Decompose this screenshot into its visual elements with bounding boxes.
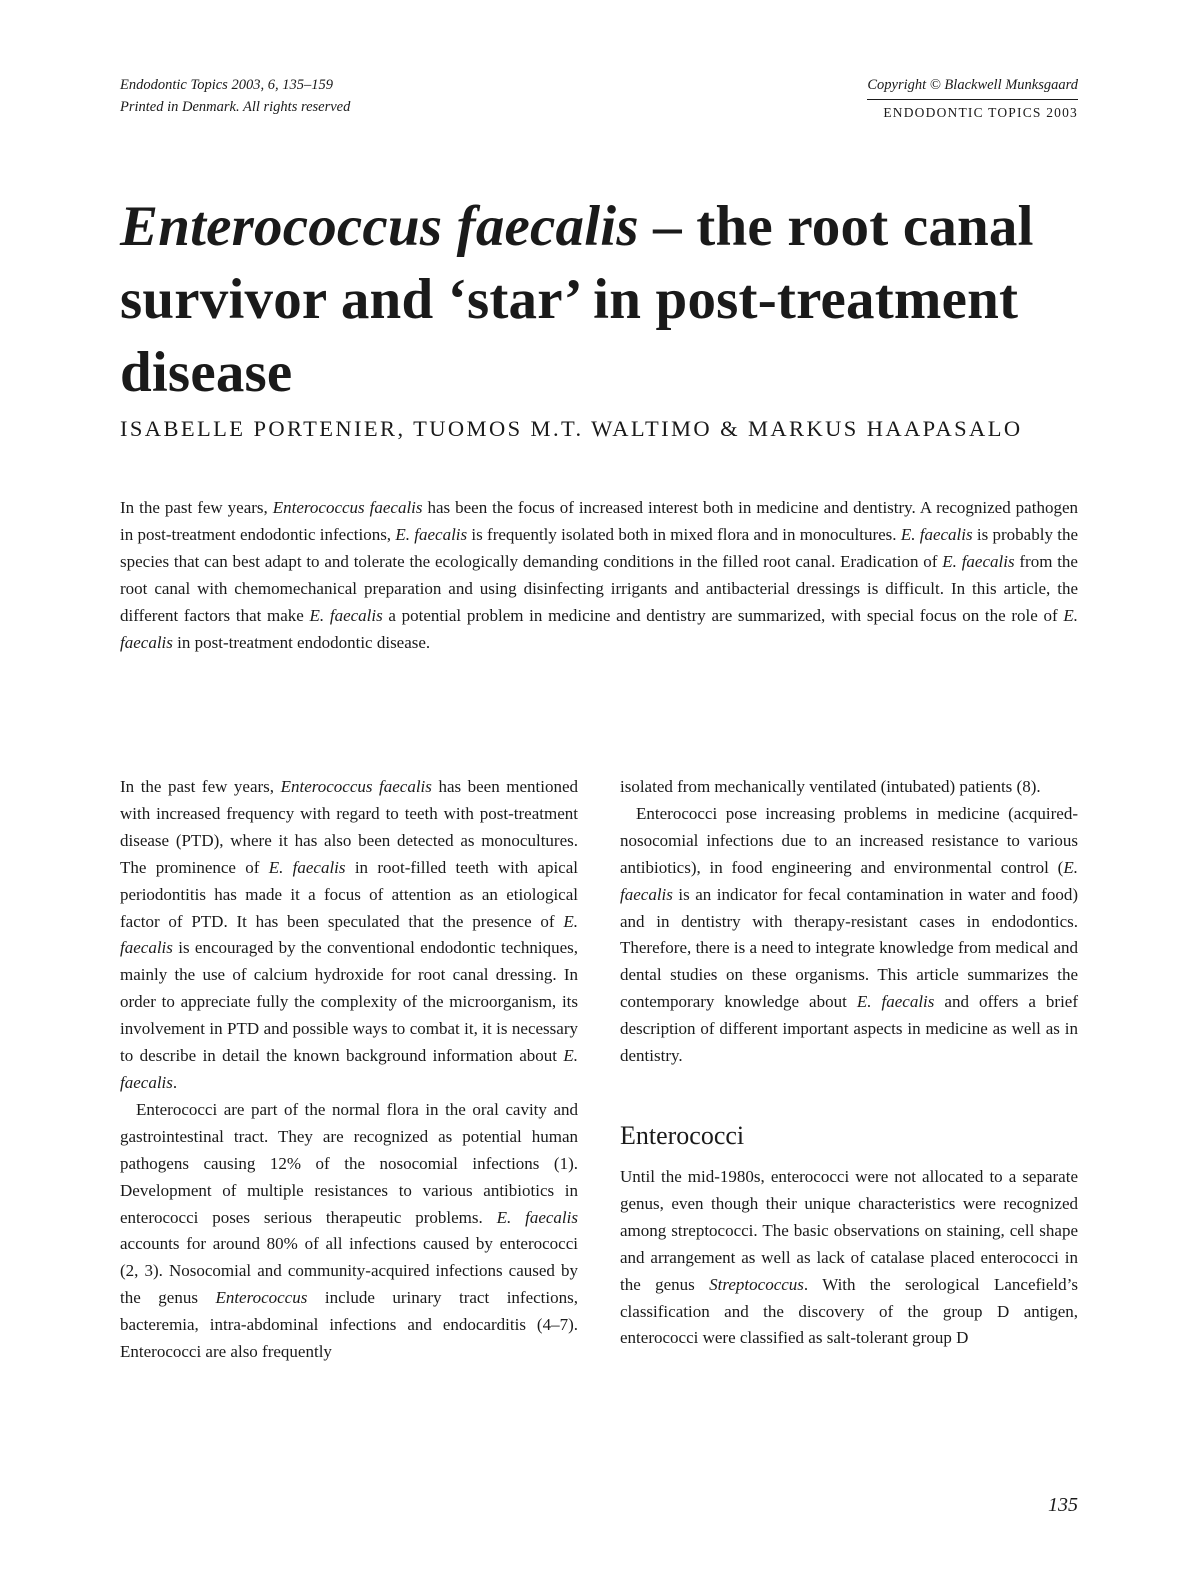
abstract-text: from the root canal with chemomechanical preparation and using disinfecting irrigants and antibacterial dressings is difficult. In this article, the different factors that make [120, 552, 1078, 625]
body-species: E. faecalis [120, 1046, 578, 1092]
body-text: Enterococci are part of the normal flora in the oral cavity and gastrointestinal tract. They are recognized as potential human pathogens causing 12% of the nosocomial infections (1). Development of multiple resistances to various antibiotics in enterococci poses serious therapeutic problems. [120, 1099, 578, 1227]
journal-copyright-block [867, 74, 1078, 124]
article-authors: ISABELLE PORTENIER, TUOMOS M.T. WALTIMO & MARKUS HAAPASALO [120, 416, 1023, 441]
body-species: E. faecalis [620, 857, 1078, 904]
body-text: Enterococci pose increasing problems in medicine (acquired-nosocomial infections due to an increased resistance to various antibiotics), in food engineering and environmental control ( [620, 803, 1078, 877]
body-species: E. faecalis [120, 911, 578, 958]
page-number: 135 [1048, 1494, 1078, 1516]
abstract-text: In the past few years, [120, 498, 273, 517]
body-text: and offers a brief description of different important aspects in medicine as well as in dentistry. [620, 992, 1079, 1066]
abstract-text: in post-treatment endodontic disease. [172, 633, 431, 652]
body-text: . With the serological Lancefield’s classification and the discovery of the group D antigen, enterococci were classified as salt-tolerant group D [620, 1274, 1078, 1348]
journal-print-line: Printed in Denmark. All rights reserved [120, 99, 351, 115]
body-species: Enterococcus faecalis [280, 777, 432, 796]
journal-citation [120, 74, 350, 118]
body-text: has been mentioned with increased frequency with regard to teeth with post-treatment disease (PTD), where it has also been detected as monocultures. The prominence of [120, 777, 579, 877]
body-text: . [172, 1072, 178, 1092]
body-text: include urinary tract infections, bacteremia, intra-abdominal infections and endocarditis (4–7). Enterococci are also frequently [120, 1288, 578, 1362]
body-text: is encouraged by the conventional endodontic techniques, mainly the use of calcium hydroxide for root canal dressing. In order to appreciate fully the complexity of the microorganism, its involvement in PTD and possible ways to combat it, it is necessary to describe in detail the known background information about [120, 938, 578, 1066]
section-heading: Enterococci [620, 1120, 745, 1150]
body-genus: Enterococcus [215, 1288, 308, 1308]
body-paragraph: isolated from mechanically ventilated (intubated) patients (8). [620, 777, 1041, 796]
abstract-species: E. faecalis [942, 552, 1015, 571]
article-title [120, 190, 1090, 409]
journal-name: ENDODONTIC TOPICS 2003 [867, 99, 1078, 124]
article-title-rest: – the root canal survivor and ‘star’ in post-treatment disease [120, 195, 1034, 404]
abstract-species: E. faecalis [120, 606, 1078, 652]
body-species: E. faecalis [856, 992, 935, 1012]
body-paragraph [620, 801, 1078, 1070]
body-species: E. faecalis [496, 1207, 578, 1227]
abstract-species: E. faecalis [309, 606, 383, 625]
article-title-species: Enterococcus faecalis [120, 195, 639, 258]
abstract-text: is frequently isolated both in mixed flora and in monocultures. [467, 525, 901, 544]
article-abstract [120, 494, 1078, 656]
body-column-left [120, 774, 578, 1366]
body-species: E. faecalis [268, 857, 346, 877]
journal-citation-line: Endodontic Topics 2003, 6, 135–159 [120, 77, 333, 93]
body-text: In the past few years, [120, 777, 281, 796]
body-text: is an indicator for fecal contamination in water and food) and in dentistry with therapy-resistant cases in endodontics. Therefore, there is a need to integrate knowledge from medical and dental studies on these organisms. This article summarizes the contemporary knowledge about [620, 884, 1078, 1012]
body-paragraph [120, 1097, 578, 1366]
body-text: accounts for around 80% of all infections caused by enterococci (2, 3). Nosocomial and community-acquired infections caused by the genus [120, 1234, 578, 1308]
abstract-species: Enterococcus faecalis [272, 498, 423, 517]
body-text: in root-filled teeth with apical periodontitis has made it a focus of attention as an etiological factor of PTD. It has been speculated that the presence of [120, 857, 578, 931]
body-paragraph [120, 774, 578, 1097]
abstract-species: E. faecalis [395, 525, 468, 544]
body-paragraph [620, 1164, 1078, 1352]
copyright-notice: Copyright © Blackwell Munksgaard [867, 77, 1078, 93]
abstract-text: is probably the species that can best adapt to and tolerate the ecologically demanding conditions in the filled root canal. Eradication of [120, 525, 1078, 571]
abstract-species: E. faecalis [900, 525, 973, 544]
body-column-right [620, 774, 1078, 1352]
body-text: Until the mid-1980s, enterococci were not allocated to a separate genus, even though their unique characteristics were recognized among streptococci. The basic observations on staining, cell shape and arrangement as well as lack of catalase placed enterococci in the genus [620, 1166, 1078, 1294]
body-genus: Streptococcus [709, 1274, 804, 1294]
abstract-text: a potential problem in medicine and dentistry are summarized, with special focus on the role of [382, 606, 1064, 625]
abstract-text: has been the focus of increased interest both in medicine and dentistry. A recognized pathogen in post-treatment endodontic infections, [120, 498, 1078, 544]
